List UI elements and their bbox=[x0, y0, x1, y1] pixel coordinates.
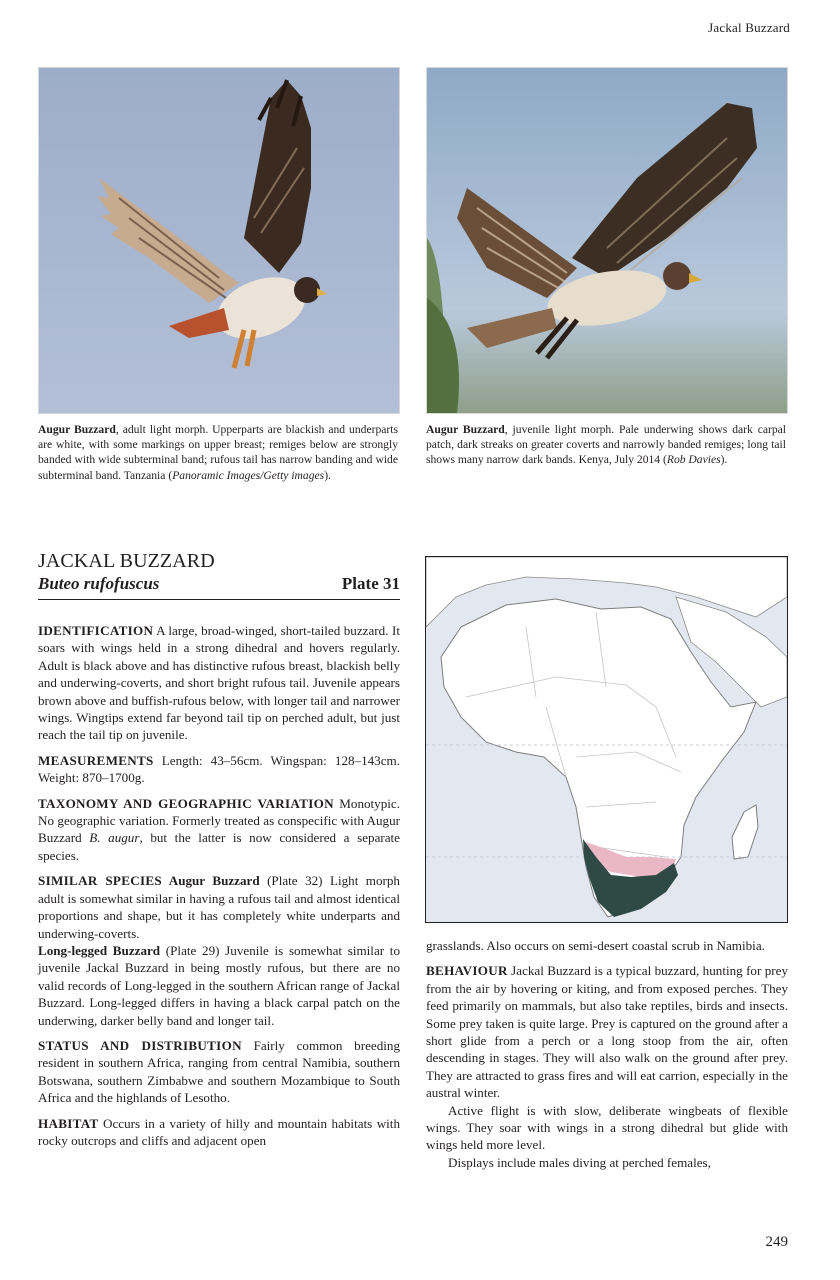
section-text: Monotypic. No geographic variation. Formerly treated as conspecific with Augur Buzzard bbox=[38, 795, 400, 846]
habitat-section bbox=[38, 1115, 400, 1150]
measurements-section bbox=[38, 752, 400, 787]
section-text: Length: 43–56cm. Wingspan: 128–143cm. Weight: 870–1700g. bbox=[38, 752, 400, 786]
caption-text: , juvenile light morph. Pale underwing shows dark carpal patch, dark streaks on greater coverts and narrowly banded remiges; long tail shows many narrow dark bands. Kenya, July 2014 ( bbox=[426, 423, 787, 467]
caption-species: Augur Buzzard bbox=[38, 423, 116, 436]
caption-species: Augur Buzzard bbox=[426, 423, 505, 436]
taxonomy-section bbox=[38, 795, 400, 865]
right-text-column bbox=[426, 937, 788, 1171]
augur-buzzard-juvenile-image bbox=[427, 68, 787, 413]
caption-credit: Panoramic Images/Getty images bbox=[172, 468, 325, 482]
scientific-name: Buteo rufofuscus bbox=[38, 574, 160, 593]
identification-section bbox=[38, 622, 400, 744]
section-heading: STATUS AND DISTRIBUTION bbox=[38, 1037, 242, 1053]
photo-caption-right bbox=[426, 422, 786, 468]
section-text: , but the latter is now considered a separate species. bbox=[38, 830, 400, 863]
plate-reference: Plate 31 bbox=[341, 574, 400, 593]
photo-caption-left bbox=[38, 422, 398, 483]
section-heading: HABITAT bbox=[38, 1115, 99, 1131]
page-number: 249 bbox=[765, 1234, 788, 1250]
section-text: (Plate 29) Juvenile is somewhat similar to juvenile Jackal Buzzard in being mostly rufous, but there are no valid records of Long-legged in the southern African range of Jackal Buzzard. Long-legged differs in having a black carpal patch on the underwing, darker belly band and longer tail. bbox=[38, 942, 400, 1028]
behaviour-paragraph-3: Displays include males diving at perched females, bbox=[448, 1154, 711, 1170]
caption-end: ). bbox=[720, 453, 728, 467]
caption-credit: Rob Davies bbox=[666, 453, 721, 467]
similar-species-section-2 bbox=[38, 942, 400, 1029]
left-text-column bbox=[38, 622, 400, 1149]
section-heading: MEASUREMENTS bbox=[38, 752, 154, 768]
behaviour-paragraph-2: Active flight is with slow, deliberate wingbeats of flexible wings. They soar with wings in a strong dihedral but glide with wings held more level. bbox=[426, 1102, 788, 1153]
species-subtitle-line bbox=[38, 574, 400, 600]
similar-species-section bbox=[38, 872, 400, 942]
section-text: Fairly common breeding resident in southern Africa, ranging from central Namibia, southern Botswana, southern Zimbabwe and southern Mozambique to South Africa and the highlands of Lesotho. bbox=[38, 1037, 400, 1106]
status-section bbox=[38, 1037, 400, 1107]
photo-augur-juvenile bbox=[426, 67, 788, 414]
section-text: A large, broad-winged, short-tailed buzzard. It soars with wings held in a strong dihedral and hovers regularly. Adult is black above and has distinctive rufous breast, blackish belly and underwing-coverts, and short bright rufous tail. Juvenile appears brown above and buffish-rufous below, with longer tail and narrower wings. Wingtips extend far beyond tail tip on perched adult, but just reach the tail tip on juvenile. bbox=[38, 623, 400, 743]
caption-text: , adult light morph. Upperparts are blackish and underparts are white, with some markings on upper breast; remiges below are strongly banded with wide subterminal band; rufous tail has narrow banding and wide subterminal band. Tanzania ( bbox=[38, 423, 398, 482]
behaviour-section bbox=[426, 962, 788, 1101]
running-head: Jackal Buzzard bbox=[708, 20, 790, 35]
section-heading: TAXONOMY AND GEOGRAPHIC VARIATION bbox=[38, 795, 334, 811]
section-italic: B. augur bbox=[89, 830, 140, 846]
section-heading: SIMILAR SPECIES bbox=[38, 873, 163, 889]
similar-species-name: Long-legged Buzzard bbox=[38, 942, 161, 958]
species-title: JACKAL BUZZARD bbox=[38, 550, 215, 572]
similar-species-name: Augur Buzzard bbox=[162, 873, 260, 889]
section-text: (Plate 32) Light morph adult is somewhat similar in having a rufous tail and almost identical proportions and shape, but it has completely white underparts and underwing-coverts. bbox=[38, 873, 400, 941]
photo-augur-adult bbox=[38, 67, 400, 414]
caption-end: ). bbox=[324, 468, 331, 482]
section-heading: BEHAVIOUR bbox=[426, 963, 508, 979]
section-heading: IDENTIFICATION bbox=[38, 623, 154, 638]
section-text: Occurs in a variety of hilly and mountain habitats with rocky outcrops and cliffs and adjacent open bbox=[38, 1115, 400, 1148]
africa-range-map bbox=[426, 557, 787, 922]
range-map bbox=[425, 556, 788, 923]
augur-buzzard-adult-image bbox=[39, 68, 399, 413]
habitat-continued: grasslands. Also occurs on semi-desert coastal scrub in Namibia. bbox=[426, 938, 765, 953]
section-text: Jackal Buzzard is a typical buzzard, hunting for prey from the air by hovering or kiting, and from exposed perches. They feed primarily on mammals, but also take reptiles, birds and insects. Some prey taken is quite large. Prey is captured on the ground after a short glide from a perch or a long stoop from the air, often descending in stages. They will also walk on the ground after prey. They are attracted to grass fires and will eat carrion, especially in the austral winter. bbox=[426, 963, 788, 1101]
